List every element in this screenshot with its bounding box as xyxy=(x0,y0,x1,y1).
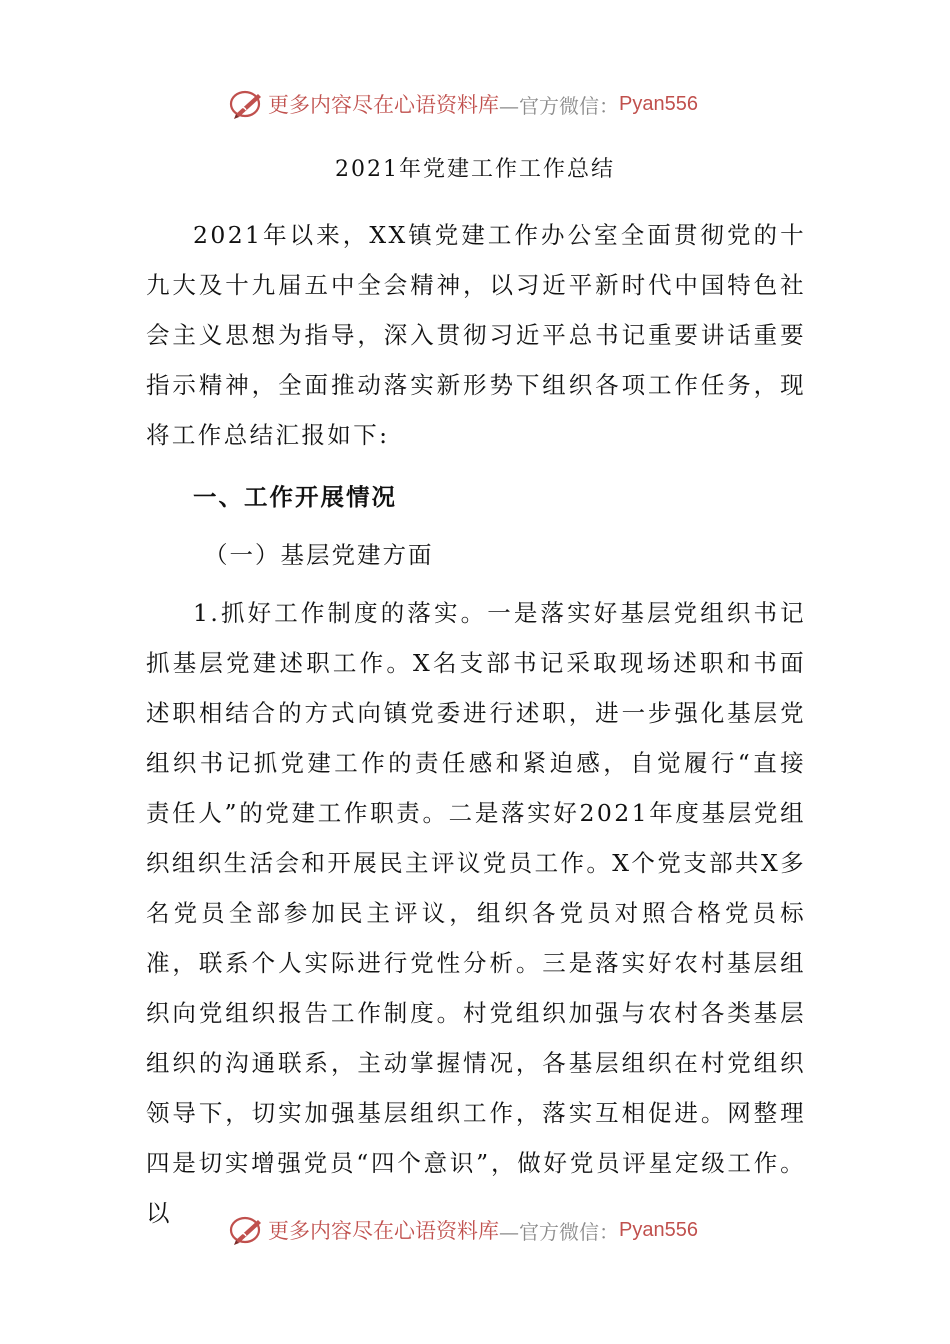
banner-wechat-label: —官方微信： xyxy=(499,93,619,118)
banner-wechat-id: Pyan556 xyxy=(619,1218,698,1241)
banner-wechat-id: Pyan556 xyxy=(619,92,698,115)
document-title: 2021年党建工作工作总结 xyxy=(335,157,615,182)
subsection-heading: （一）基层党建方面 xyxy=(204,541,434,569)
banner-wechat-label: —官方微信： xyxy=(499,1219,619,1244)
footer-banner xyxy=(228,1212,698,1248)
pen-logo-icon xyxy=(228,86,266,122)
pen-logo-icon xyxy=(228,1212,266,1248)
document-body xyxy=(146,210,806,1238)
header-banner xyxy=(228,86,698,122)
banner-text: 更多内容尽在心语资料库 xyxy=(268,93,499,117)
body-paragraph: 1.抓好工作制度的落实。一是落实好基层党组织书记抓基层党建述职工作。X名支部书记采取现场述职和书面述职相结合的方式向镇党委进行述职，进一步强化基层党组织书记抓党建工作的责任感和紧迫感，自觉履行“直接责任人”的党建工作职责。二是落实好2021年度基层党组织组织生活会和开展民主评议党员工作。X个党支部共X多名党员全部参加民主评议，组织各党员对照合格党员标准，联系个人实际进行党性分析。三是落实好农村基层组织向党组织报告工作制度。村党组织加强与农村各类基层组织的沟通联系，主动掌握情况，各基层组织在村党组织领导下，切实加强基层组织工作，落实互相促进。网整理四是切实增强党员“四个意识”，做好党员评星定级工作。以 xyxy=(146,599,806,1227)
banner-text: 更多内容尽在心语资料库 xyxy=(268,1219,499,1243)
section-heading: 一、工作开展情况 xyxy=(193,483,397,511)
intro-paragraph: 2021年以来，XX镇党建工作办公室全面贯彻党的十九大及十九届五中全会精神，以习近平新时代中国特色社会主义思想为指导，深入贯彻习近平总书记重要讲话重要指示精神，全面推动落实新形势下组织各项工作任务，现将工作总结汇报如下: xyxy=(146,221,806,449)
